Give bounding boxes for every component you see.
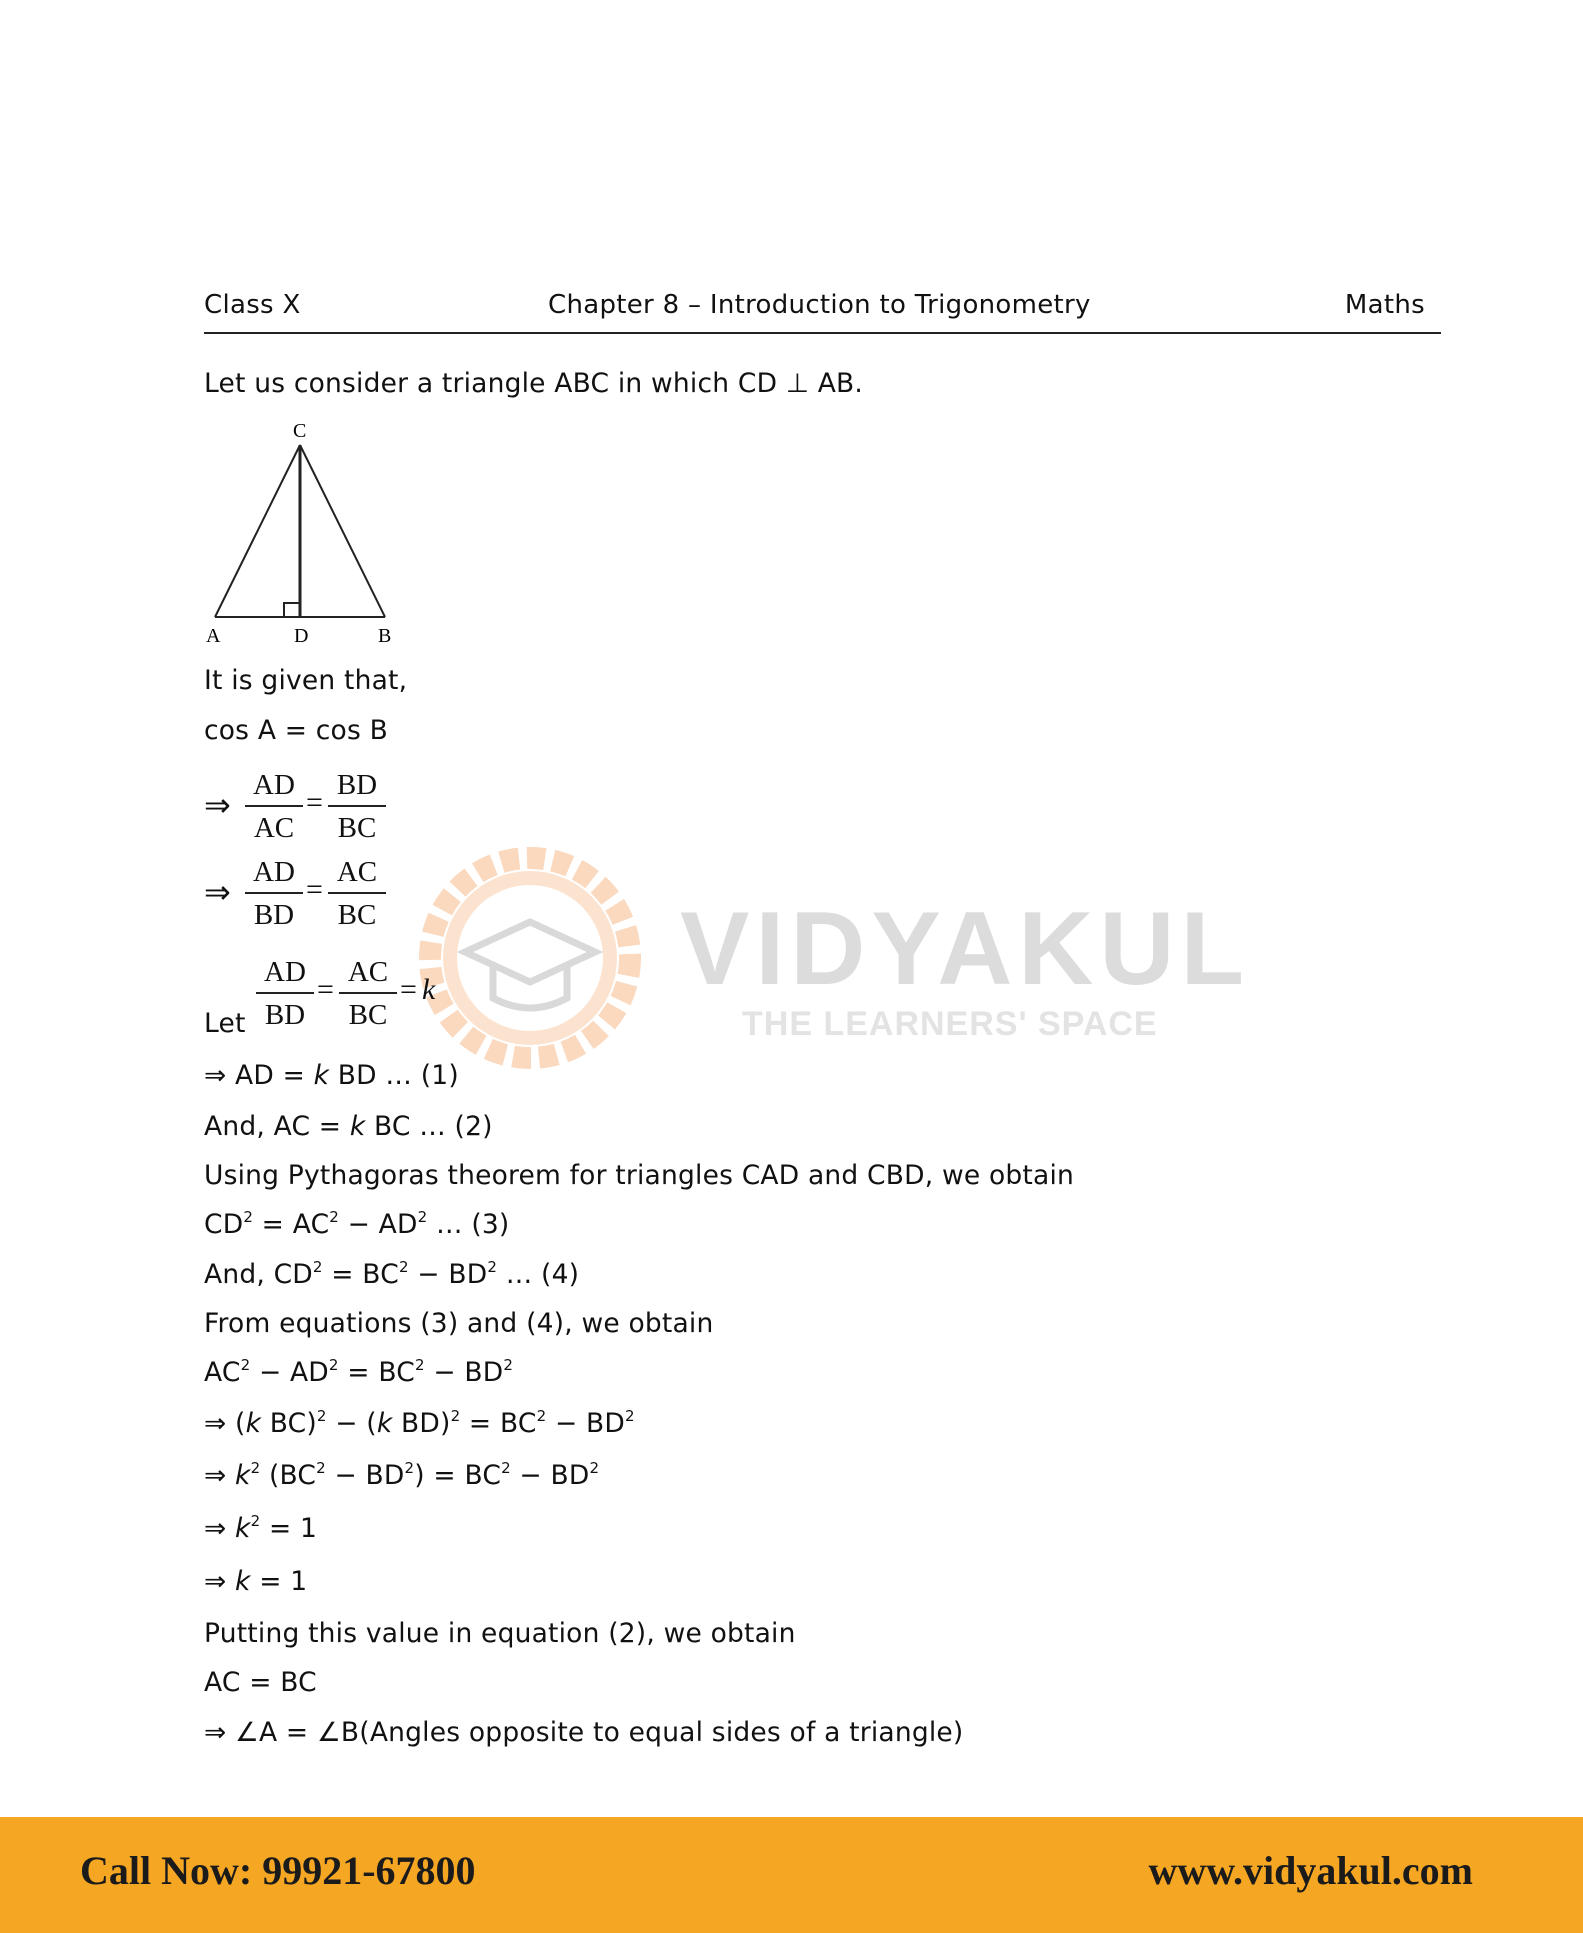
implies-arrow: ⇒ — [204, 874, 231, 910]
step-8: ⇒ (k BC)$^2$ − (k $BD)^2 = BC^2 - BD^2$ — [204, 1407, 635, 1439]
vertex-b-label: B — [378, 625, 392, 647]
let-label: Let — [204, 1008, 246, 1039]
denominator: BD — [264, 999, 306, 1031]
denominator: BD — [253, 899, 295, 931]
call-now-text[interactable]: Call Now: 99921-67800 — [80, 1848, 476, 1893]
denominator: AC — [253, 812, 295, 844]
step-12: Putting this value in equation (2), we obtain — [204, 1618, 796, 1649]
equals-sign: = — [400, 973, 417, 1006]
step-4: $CD^2 = AC^2 - AD^2$ … (3) — [204, 1208, 510, 1240]
step-13: AC = BC — [204, 1667, 317, 1698]
header-chapter: Chapter 8 – Introduction to Trigonometry — [548, 290, 1091, 320]
point-d-label: D — [294, 625, 309, 647]
triangle-figure — [200, 415, 400, 650]
implies-arrow: ⇒ — [204, 787, 231, 823]
numerator: AD — [253, 856, 295, 888]
equals-sign: = — [306, 873, 323, 906]
denominator: BC — [337, 899, 377, 931]
fraction — [245, 852, 303, 934]
numerator: AD — [253, 769, 295, 801]
step-14: ⇒ ∠A = ∠B(Angles opposite to equal sides of a triangle) — [204, 1717, 964, 1748]
given-text: It is given that, — [204, 665, 408, 696]
denominator: BC — [348, 999, 388, 1031]
numerator: AC — [336, 856, 378, 888]
denominator: BC — [337, 812, 377, 844]
fraction — [328, 852, 386, 934]
equals-sign: = — [317, 973, 334, 1006]
step-5: And, $CD^2 = BC^2 - BD^2$ … (4) — [204, 1258, 580, 1290]
graduation-cap-logo-icon — [415, 840, 645, 1080]
header-subject: Maths — [1344, 290, 1425, 320]
footer-banner — [0, 1817, 1583, 1933]
step-11: ⇒ k = 1 — [204, 1566, 308, 1597]
step-2: And, AC = k BC … (2) — [204, 1111, 493, 1142]
website-link[interactable]: www.vidyakul.com — [1148, 1848, 1473, 1893]
equals-sign: = — [306, 786, 323, 819]
fraction — [245, 765, 303, 847]
vertex-a-label: A — [206, 625, 221, 647]
vertex-c-label: C — [293, 420, 307, 442]
intro-text: Let us consider a triangle ABC in which CD ⊥ AB. — [204, 368, 864, 399]
step-6: From equations (3) and (4), we obtain — [204, 1308, 714, 1339]
header-class: Class X — [204, 290, 301, 320]
fraction — [339, 952, 397, 1034]
step-9: ⇒ $k^2$ $(BC^2 - BD^2) = BC^2 - BD^2$ — [204, 1459, 600, 1491]
step-1: ⇒ AD = k BD … (1) — [204, 1060, 459, 1091]
step-7: $AC^2 - AD^2 = BC^2 - BD^2$ — [204, 1356, 514, 1388]
numerator: AD — [264, 956, 306, 988]
numerator: BD — [336, 769, 378, 801]
fraction — [328, 765, 386, 847]
watermark-subtitle: THE LEARNERS' SPACE — [742, 1005, 1158, 1043]
watermark-title: VIDYAKUL — [680, 891, 1251, 1007]
fraction — [256, 952, 314, 1034]
step-10: ⇒ $k^2 = 1$ — [204, 1512, 318, 1544]
constant-k: k — [422, 973, 436, 1006]
page-header — [204, 288, 1441, 334]
watermark — [400, 840, 1251, 1100]
numerator: AC — [347, 956, 389, 988]
step-3: Using Pythagoras theorem for triangles CAD and CBD, we obtain — [204, 1160, 1075, 1191]
cos-equation: cos A = cos B — [204, 715, 388, 746]
